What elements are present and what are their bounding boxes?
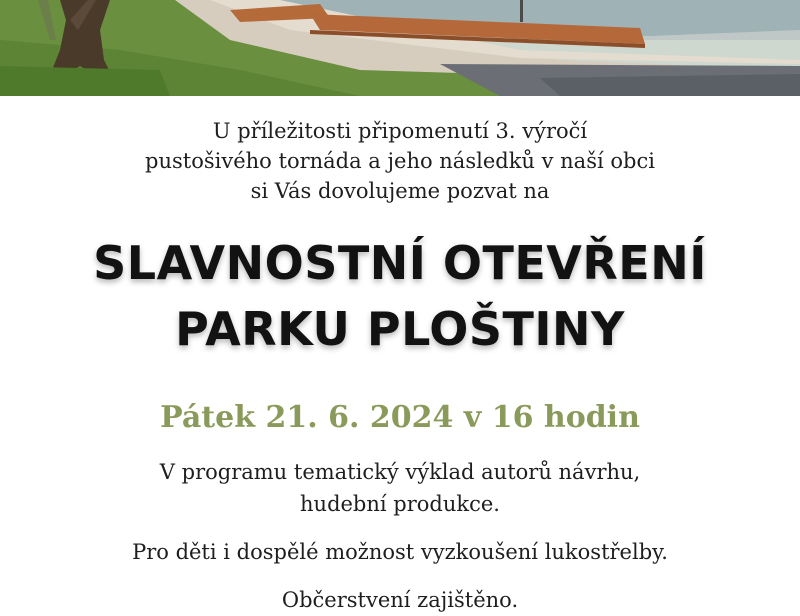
archery-text: Pro děti i dospělé možnost vyzkoušení lukostřelby. xyxy=(132,540,668,564)
refreshments-text: Občerstvení zajištěno. xyxy=(281,588,519,612)
program-line-2: hudební produkce. xyxy=(300,492,500,516)
program-text xyxy=(0,456,800,520)
event-title-line-2: PARKU PLOŠTINY xyxy=(175,302,625,356)
park-photo-illustration xyxy=(0,0,800,96)
intro-line-2: pustošivého tornáda a jeho následků v naší obci xyxy=(145,149,655,173)
intro-line-1: U příležitosti připomenutí 3. výročí xyxy=(212,119,588,143)
event-title-line-1: SLAVNOSTNÍ OTEVŘENÍ xyxy=(93,236,707,290)
intro-text xyxy=(0,116,800,206)
event-date: Pátek 21. 6. 2024 v 16 hodin xyxy=(160,400,640,435)
event-title xyxy=(0,230,800,362)
park-photo xyxy=(0,0,800,96)
program-line-1: V programu tematický výklad autorů návrhu, xyxy=(159,460,641,484)
intro-line-3: si Vás dovolujeme pozvat na xyxy=(250,179,550,203)
